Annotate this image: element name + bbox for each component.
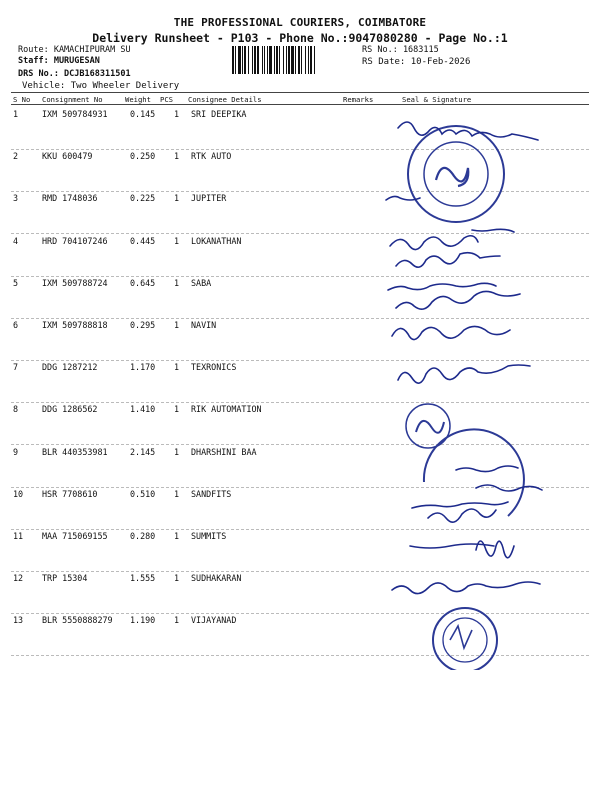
company-stamp-3 (433, 608, 497, 670)
rs-number: RS No.: 1683115 (362, 45, 439, 55)
staff-label: Staff: MURUGESAN (18, 56, 100, 66)
row-pcs: 1 (174, 277, 180, 288)
row-weight: 0.280 (130, 531, 156, 541)
company-stamp-2 (406, 404, 524, 516)
row-consignment-no: BLR 440353981 (42, 446, 108, 457)
row-weight: 0.445 (130, 235, 156, 246)
barcode-bar (257, 46, 259, 74)
vehicle-label: Vehicle: Two Wheeler Delivery (22, 81, 180, 91)
row-pcs: 1 (174, 615, 180, 626)
barcode-bar (288, 46, 290, 74)
barcode-bar (291, 46, 294, 74)
row-weight: 2.145 (130, 446, 156, 457)
row-pcs: 1 (174, 531, 180, 541)
row-consignment-no: IXM 509788724 (42, 277, 108, 288)
barcode-bar (295, 46, 296, 74)
row-weight: 0.145 (130, 109, 156, 119)
row-pcs: 1 (174, 320, 180, 330)
barcode-bar (279, 46, 280, 74)
row-consignee: SUMMITS (191, 531, 227, 541)
barcode-bar (298, 46, 300, 74)
row-consignee: TEXRONICS (191, 362, 237, 373)
col-consignment: Consignment No (42, 95, 103, 104)
row-weight: 1.555 (130, 573, 156, 584)
barcode-bar (267, 46, 268, 74)
barcode-bar (310, 46, 312, 74)
row-consignee: NAVIN (191, 320, 217, 330)
row-sno: 11 (13, 531, 24, 541)
barcode-bar (314, 46, 315, 74)
header-rule-bottom (11, 104, 589, 105)
row-weight: 0.645 (130, 277, 156, 288)
barcode-bar (274, 46, 275, 74)
row-weight: 0.250 (130, 151, 156, 162)
row-weight: 1.410 (130, 404, 156, 415)
col-sno: S No (13, 95, 31, 104)
row-pcs: 1 (174, 235, 180, 246)
row-sno: 5 (13, 277, 19, 288)
col-pcs: PCS (160, 95, 173, 104)
barcode-bar (252, 46, 253, 74)
barcode-bar (308, 46, 309, 74)
row-consignee: RTK AUTO (191, 151, 232, 162)
row-pcs: 1 (174, 193, 180, 204)
drs-label: DRS No.: DCJB168311501 (18, 69, 131, 79)
barcode-bar (283, 46, 284, 74)
row-consignee: RIK AUTOMATION (191, 404, 262, 415)
barcode-bar (301, 46, 302, 74)
barcode-bar (235, 46, 236, 74)
row-sno: 4 (13, 235, 19, 246)
row-consignment-no: DDG 1286562 (42, 404, 98, 415)
row-consignee: SUDHAKARAN (191, 573, 242, 584)
row-weight: 1.190 (130, 615, 156, 626)
barcode-bar (244, 46, 246, 74)
row-sno: 9 (13, 446, 19, 457)
row-pcs: 1 (174, 151, 180, 162)
handwritten-signatures (386, 122, 542, 594)
row-consignment-no: BLR 5550888279 (42, 615, 113, 626)
barcode-bar (286, 46, 287, 74)
company-stamp-1 (408, 126, 504, 222)
row-consignment-no: DDG 1287212 (42, 362, 98, 373)
barcode-bar (276, 46, 278, 74)
row-consignment-no: IXM 509784931 (42, 109, 108, 119)
row-consignment-no: TRP 15304 (42, 573, 88, 584)
row-sno: 12 (13, 573, 24, 584)
row-sno: 3 (13, 193, 19, 204)
row-pcs: 1 (174, 446, 180, 457)
row-pcs: 1 (174, 362, 180, 373)
route-label: Route: KAMACHIPURAM SU (18, 45, 131, 55)
barcode-bar (264, 46, 265, 74)
row-sno: 7 (13, 362, 19, 373)
row-sno: 1 (13, 109, 19, 119)
col-seal-signature: Seal & Signature (402, 95, 472, 104)
col-weight: Weight (125, 95, 151, 104)
row-weight: 0.225 (130, 193, 156, 204)
col-remarks: Remarks (343, 95, 374, 104)
row-weight: 0.510 (130, 488, 156, 499)
row-consignee: LOKANATHAN (191, 235, 242, 246)
row-sno: 2 (13, 151, 19, 162)
row-sno: 10 (13, 488, 24, 499)
barcode-bar (232, 46, 234, 74)
row-consignment-no: IXM 509788818 (42, 320, 108, 330)
row-consignee: SABA (191, 277, 212, 288)
row-pcs: 1 (174, 109, 180, 119)
barcode-bar (248, 46, 249, 74)
row-consignment-no: MAA 715069155 (42, 531, 108, 541)
barcode (232, 46, 357, 74)
row-consignee: SANDFITS (191, 488, 232, 499)
barcode-bar (242, 46, 243, 74)
runsheet-subtitle: Delivery Runsheet - P103 - Phone No.:9047080280 - Page No.:1 (92, 31, 508, 45)
row-weight: 1.170 (130, 362, 156, 373)
row-pcs: 1 (174, 404, 180, 415)
row-sno: 6 (13, 320, 19, 330)
barcode-bar (305, 46, 306, 74)
row-consignment-no: KKU 600479 (42, 151, 93, 162)
barcode-bar (254, 46, 256, 74)
row-consignment-no: RMD 1748036 (42, 193, 98, 204)
row-sno: 13 (13, 615, 24, 626)
header-rule-top (11, 92, 589, 93)
barcode-bar (262, 46, 263, 74)
row-consignee: DHARSHINI BAA (191, 446, 257, 457)
company-title: THE PROFESSIONAL COURIERS, COIMBATORE (173, 16, 427, 29)
row-consignee: VIJAYANAD (191, 615, 237, 626)
barcode-bar (269, 46, 272, 74)
row-consignee: SRI DEEPIKA (191, 109, 247, 119)
col-consignee: Consignee Details (188, 95, 262, 104)
row-consignee: JUPITER (191, 193, 227, 204)
barcode-bar (238, 46, 241, 74)
row-consignment-no: HRD 704107246 (42, 235, 108, 246)
rs-date: RS Date: 10-Feb-2026 (362, 57, 471, 67)
row-pcs: 1 (174, 573, 180, 584)
row-consignment-no: HSR 7708610 (42, 488, 98, 499)
signature-area (380, 110, 600, 670)
row-sno: 8 (13, 404, 19, 415)
row-weight: 0.295 (130, 320, 156, 330)
row-pcs: 1 (174, 488, 180, 499)
